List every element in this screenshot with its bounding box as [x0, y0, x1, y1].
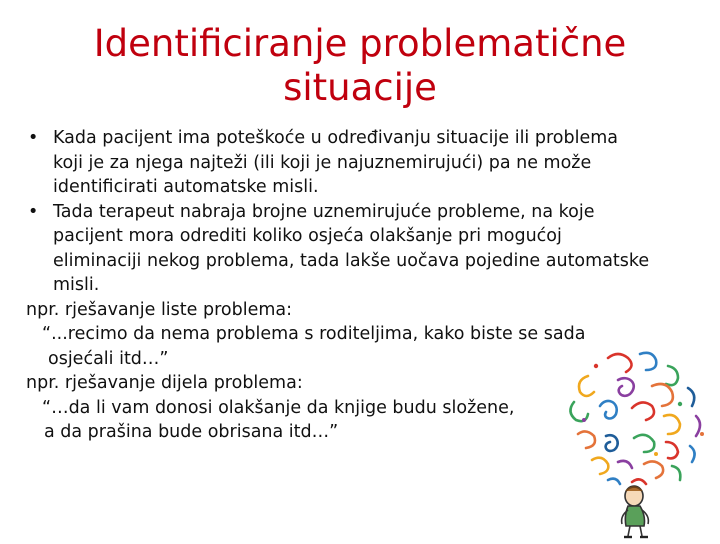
example-1-quote-line-2: osjećali itd…” — [48, 348, 169, 369]
bullet-2-line-3: eliminaciji nekog problema, tada lakše uočava pojedine automatske — [53, 250, 650, 271]
bullet-2-line-4: misli. — [53, 275, 100, 295]
title-line-2: situacije — [283, 66, 437, 109]
example-2-label: npr. rješavanje dijela problema: — [26, 373, 303, 393]
bullet-1-line-2: koji je za njega najteži (ili koji je najuznemirujući) pa ne može — [53, 152, 592, 173]
example-2-quote-line-2: a da prašina bude obrisana itd…” — [44, 422, 339, 442]
example-2-quote-line-1: “…da li vam donosi olakšanje da knjige budu složene, — [42, 397, 515, 418]
confused-person-with-swirling-thoughts-icon — [548, 346, 720, 540]
bullet-2-line-2: pacijent mora odrediti koliko osjeća olakšanje pri mogućoj — [53, 226, 562, 246]
bullet-1-line-3: identificirati automatske misli. — [53, 177, 319, 197]
bullet-item-2 — [26, 200, 716, 298]
slide-title — [40, 22, 680, 110]
bullet-item-1 — [26, 126, 716, 200]
bullet-marker: • — [28, 201, 39, 222]
bullet-1-line-1: Kada pacijent ima poteškoće u određivanju situacije ili problema — [53, 128, 618, 148]
bullet-marker: • — [28, 128, 39, 148]
example-1-label: npr. rješavanje liste problema: — [26, 299, 293, 320]
bullet-2-line-1: Tada terapeut nabraja brojne uznemirujuće probleme, na koje — [53, 201, 595, 222]
example-1-quote-line-1: “...recimo da nema problema s roditeljima, kako biste se sada — [42, 324, 586, 344]
title-line-1: Identificiranje problematične — [93, 22, 627, 65]
